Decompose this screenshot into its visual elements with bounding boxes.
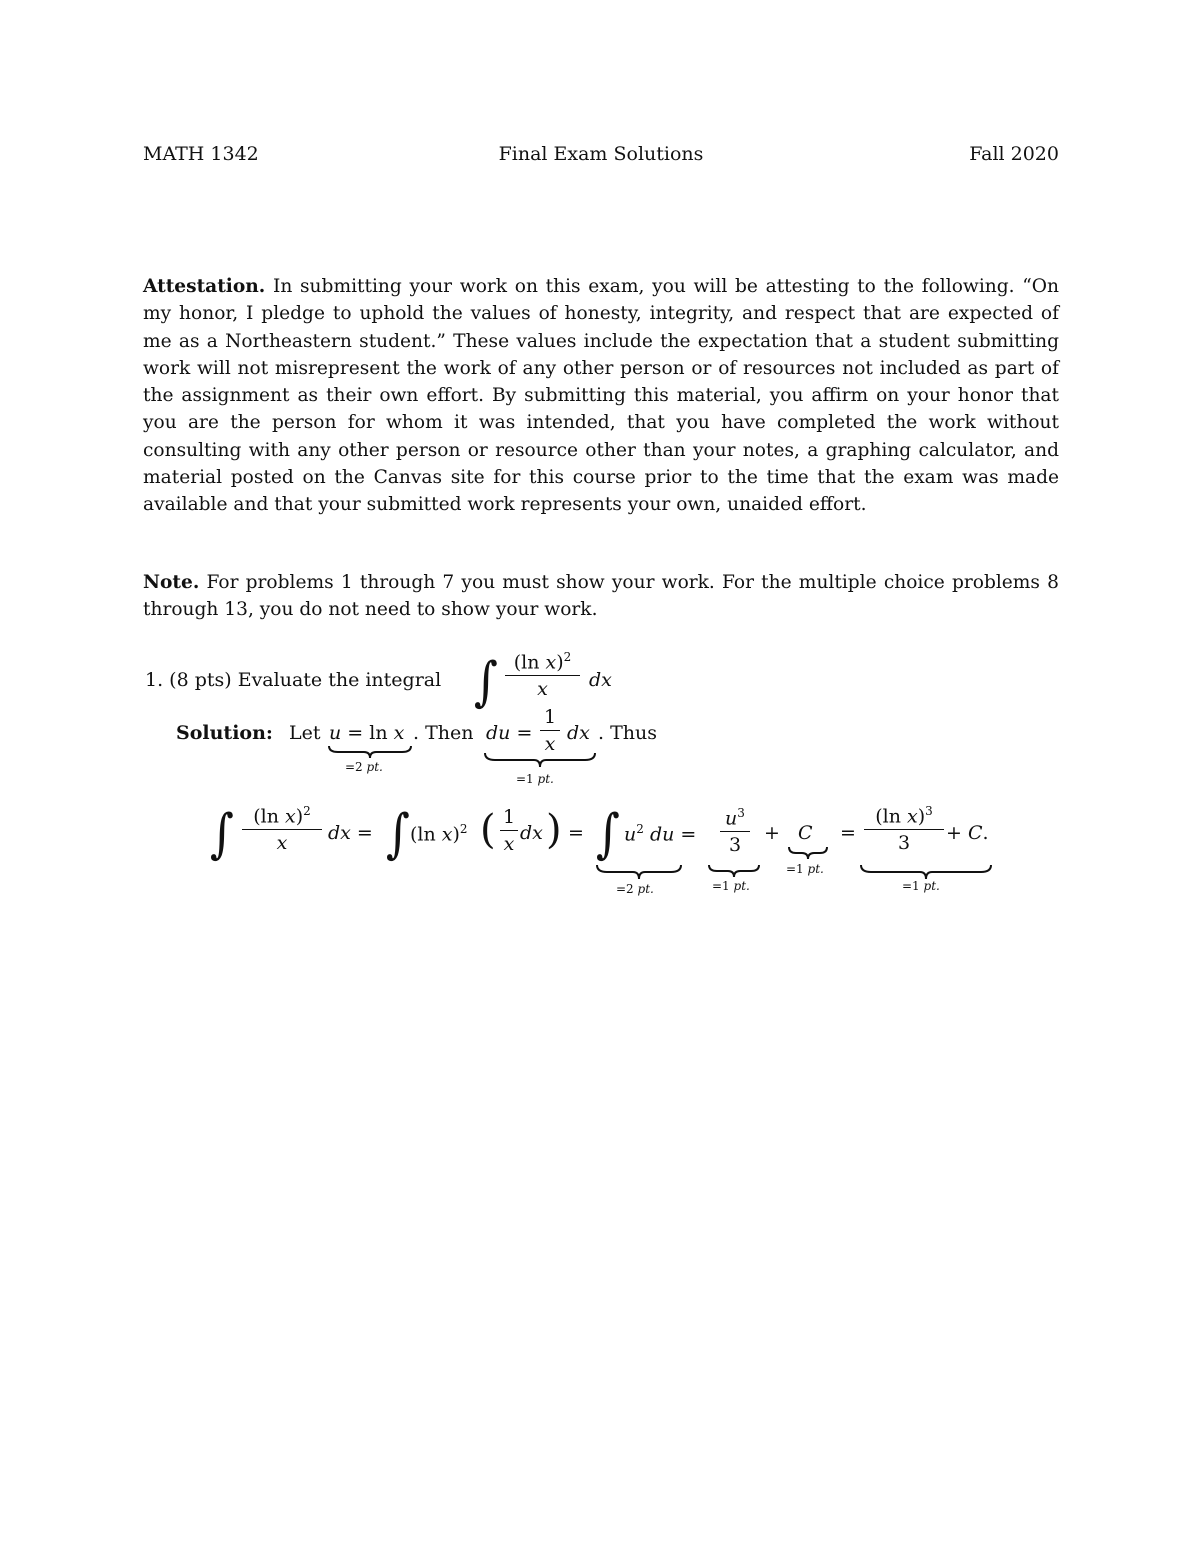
term: Fall 2020 bbox=[969, 143, 1059, 165]
note-heading: Note. bbox=[143, 572, 200, 593]
underbrace bbox=[596, 864, 682, 880]
points-value: =1 bbox=[902, 879, 920, 893]
fraction: $\frac{(\ln x)^2}{x}$ bbox=[242, 804, 322, 854]
fraction: $\frac{1}{x}$ bbox=[540, 706, 560, 755]
underbrace bbox=[328, 745, 412, 759]
equals-sign: = bbox=[568, 822, 584, 844]
note-text: For problems 1 through 7 you must show your work. For the multiple choice problems 8 through 13, you do not need to show your work. bbox=[143, 572, 1059, 621]
attestation-text: In submitting your work on this exam, you will be attesting to the following. “On my honor, I pledge to uphold the values of honesty, integrity, and respect that are expected of me as a Northeastern student.” These values include the expectation that a student submitting work will not misrepresent the work of any other person or of resources not included as part of the assignment as their own effort. By submitting this material, you affirm on your honor that you are the person for whom it was intended, that you have completed the work without consulting with any other person or resource other than your notes, a graphing calculator, and material posted on the Canvas site for this course prior to the time that the exam was made available and that your submitted work represents your own, unaided effort. bbox=[143, 276, 1059, 516]
points-unit: pt. bbox=[366, 760, 383, 774]
points-value: =2 bbox=[616, 882, 634, 896]
attestation-paragraph bbox=[143, 273, 1059, 519]
let-word: Let bbox=[289, 722, 321, 744]
course-code: MATH 1342 bbox=[143, 143, 259, 165]
points-unit: pt. bbox=[807, 862, 824, 876]
equals-sign: = bbox=[840, 822, 856, 844]
points-label bbox=[516, 772, 554, 786]
underbrace bbox=[484, 752, 596, 768]
integral-sign: ∫ bbox=[386, 801, 410, 865]
math-u-eq-lnx: u = ln x bbox=[329, 722, 405, 744]
points-label bbox=[616, 882, 654, 896]
math-u2-du: $u^2$ du = bbox=[624, 822, 697, 846]
points-label bbox=[345, 760, 383, 774]
points-unit: pt. bbox=[923, 879, 940, 893]
paren-close: ) bbox=[546, 807, 562, 853]
page-header bbox=[143, 143, 1059, 171]
solution-label: Solution: bbox=[176, 722, 273, 744]
plus-sign: + bbox=[764, 822, 780, 844]
attestation-heading: Attestation. bbox=[143, 276, 266, 297]
integral-sign: ∫ bbox=[210, 801, 234, 865]
underbrace bbox=[860, 864, 992, 880]
underbrace bbox=[788, 846, 828, 860]
paren-open: ( bbox=[480, 807, 496, 853]
thus-word: . Thus bbox=[598, 722, 657, 744]
fraction: $\frac{(\ln x)^2}{x}$ bbox=[505, 650, 580, 700]
underbrace bbox=[708, 864, 760, 878]
integral-sign: ∫ bbox=[596, 801, 620, 865]
note-paragraph bbox=[143, 569, 1059, 624]
points-unit: pt. bbox=[733, 879, 750, 893]
math-dx: dx bbox=[567, 722, 590, 744]
points-unit: pt. bbox=[537, 772, 554, 786]
math-plus-c: + C. bbox=[946, 822, 989, 844]
points-label bbox=[902, 879, 940, 893]
problem-1-label: 1. (8 pts) Evaluate the integral bbox=[145, 669, 442, 691]
math-du-eq: du = bbox=[486, 722, 533, 744]
fraction: $\frac{1}{x}$ bbox=[500, 806, 518, 855]
fraction: $\frac{u^3}{3}$ bbox=[720, 806, 750, 856]
fraction: $\frac{(\ln x)^3}{3}$ bbox=[864, 804, 944, 854]
math-constant-c: C bbox=[798, 822, 813, 844]
math-dx-eq: dx = bbox=[328, 822, 373, 844]
math-dx: dx bbox=[520, 822, 543, 844]
points-value: =1 bbox=[712, 879, 730, 893]
points-unit: pt. bbox=[637, 882, 654, 896]
points-value: =1 bbox=[516, 772, 534, 786]
integral-sign: ∫ bbox=[474, 649, 498, 713]
then-word: . Then bbox=[413, 722, 474, 744]
document-title: Final Exam Solutions bbox=[498, 143, 704, 165]
points-label bbox=[712, 879, 750, 893]
math-lnx-squared: (ln x)$^2$ bbox=[410, 822, 468, 846]
points-label bbox=[786, 862, 824, 876]
points-value: =2 bbox=[345, 760, 363, 774]
math-dx: dx bbox=[589, 669, 612, 691]
points-value: =1 bbox=[786, 862, 804, 876]
